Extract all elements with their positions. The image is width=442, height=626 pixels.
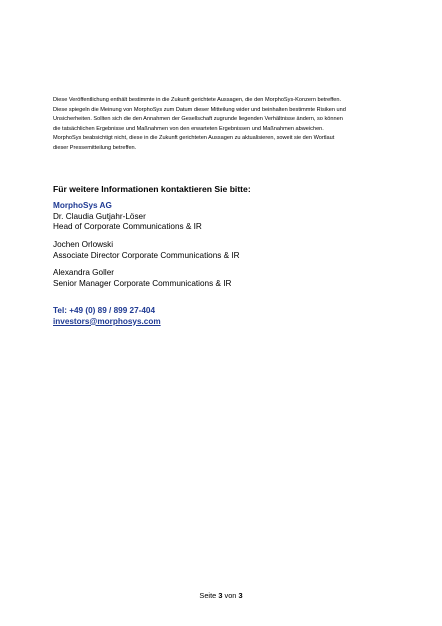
contact-title: Senior Manager Corporate Communications & IR	[53, 278, 232, 288]
contact-heading: Für weitere Informationen kontaktieren Sie bitte:	[53, 184, 251, 194]
contact-title: Head of Corporate Communications & IR	[53, 222, 202, 232]
disclaimer-line: Unsicherheiten. Sollten sich die den Annahmen der Gesellschaft zugrunde liegenden Verhältnisse ändern, so können	[53, 116, 343, 122]
contact-name: Alexandra Goller	[53, 268, 114, 277]
disclaimer-line: Diese spiegeln die Meinung von MorphoSys zum Datum dieser Mitteilung wider und beinhalten bestimmte Risiken und	[53, 106, 346, 113]
page-separator: von	[224, 591, 237, 600]
total-page-count: 3	[238, 591, 243, 600]
contact-person-3	[53, 268, 231, 289]
current-page-number: 3	[218, 591, 223, 600]
disclaimer-line: dieser Pressemitteilung betreffen.	[53, 144, 137, 151]
contact-name: Jochen Orlowski	[53, 240, 114, 249]
disclaimer-line: MorphoSys beabsichtigt nicht, diese in die Zukunft gerichteten Aussagen zu aktualisieren, soweit sie den Wortlaut	[53, 135, 335, 141]
disclaimer-line: Diese Veröffentlichung enthält bestimmte in die Zukunft gerichtete Aussagen, die den MorphoSys-Konzern betreffen.	[53, 97, 342, 103]
contact-title: Associate Director Corporate Communications & IR	[53, 250, 240, 260]
contact-details	[53, 306, 161, 327]
contact-name: Dr. Claudia Gutjahr-Löser	[53, 211, 146, 221]
page-label: Seite	[199, 591, 217, 600]
contact-person-1	[53, 201, 202, 233]
phone-number: Tel: +49 (0) 89 / 899 27-404	[53, 306, 156, 315]
disclaimer-line: die tatsächlichen Ergebnisse und Maßnahmen von den erwarteten Ergebnissen und Maßnahmen abweichen.	[53, 125, 324, 132]
page-footer	[0, 591, 442, 600]
contact-person-2	[53, 240, 240, 261]
forward-looking-disclaimer	[53, 96, 401, 153]
email-link[interactable]: investors@morphosys.com	[53, 316, 161, 326]
company-name: MorphoSys AG	[53, 201, 112, 210]
